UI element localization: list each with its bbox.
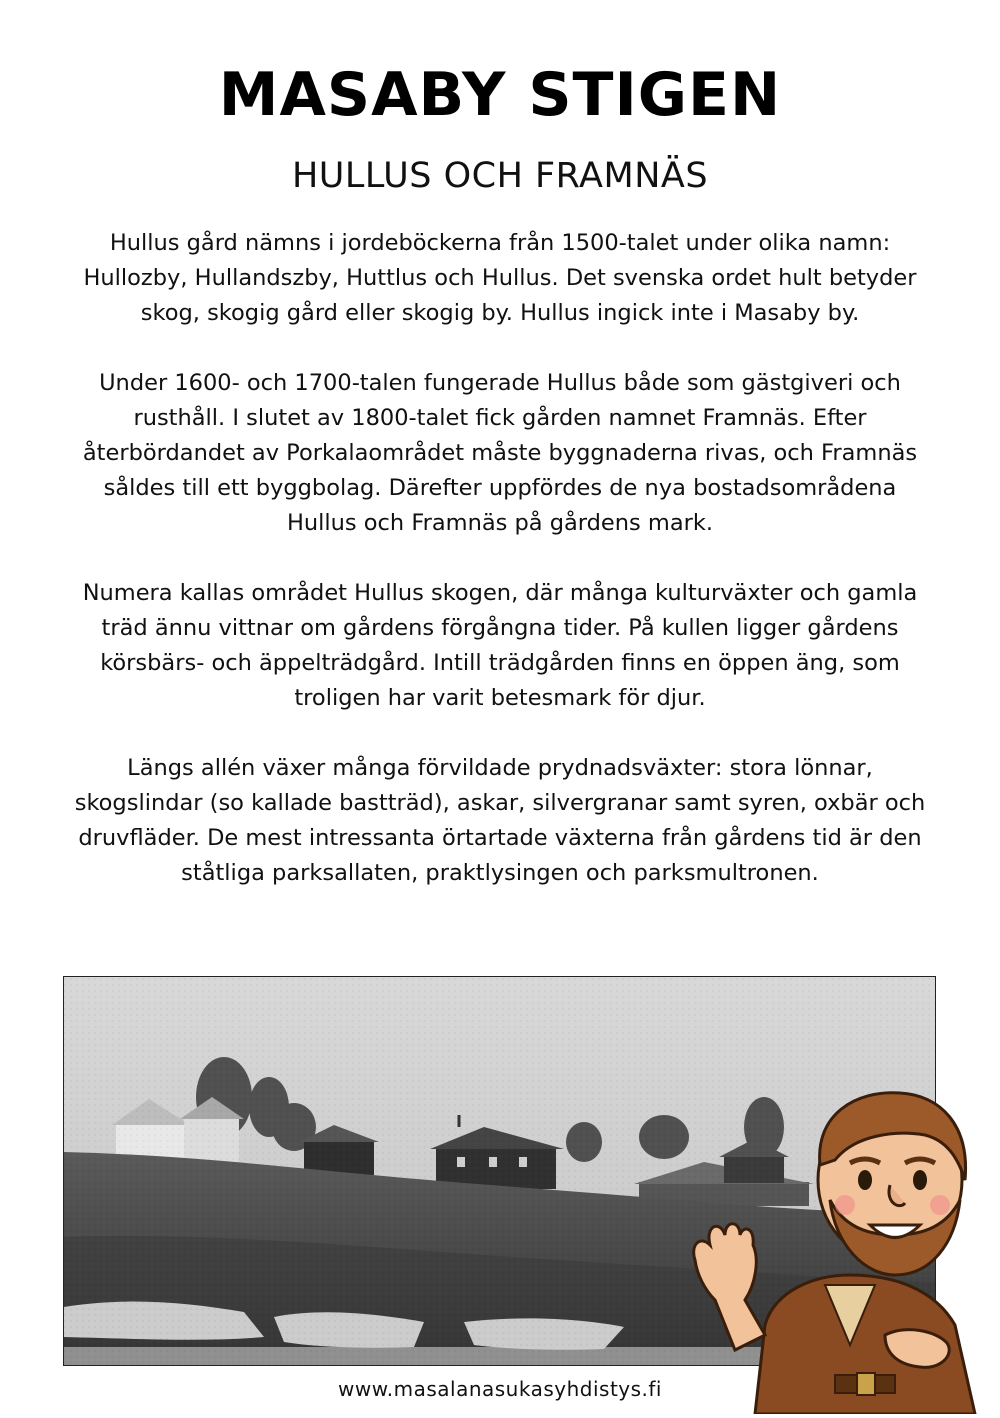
paragraph-framnas: Under 1600- och 1700-talen fungerade Hullus både som gästgiveri och rusthåll. I slutet av 1800-talet fick gården namnet Framnäs. Efter återbördandet av Porkalaområdet måste byggnaderna rivas, och Framnäs såldes till ett byggbolag. Därefter uppfördes de nya bostadsområdena Hullus och Framnäs på gårdens mark. [82, 370, 918, 536]
page-title: MASABY STIGEN [218, 60, 782, 130]
paragraph-history: Hullus gård nämns i jordeböckerna från 1500-talet under olika namn: Hullozby, Hullandszby, Huttlus och Hullus. Det svenska ordet hult betyder skog, skogig gård eller skogig by. Hullus ingick inte i Masaby by. [83, 230, 917, 326]
mascot-illustration [685, 1085, 1000, 1414]
paragraph-allen: Längs allén växer många förvildade prydnadsväxter: stora lönnar, skogslindar (so kallade bastträd), askar, silvergranar samt syren, oxbär och druvfläder. De mest intressanta örtartade växterna från gårdens tid är den ståtliga parksallaten, praktlysingen och parksmultronen. [74, 755, 926, 886]
body-text [70, 226, 930, 926]
page-subtitle: HULLUS OCH FRAMNÄS [291, 156, 709, 196]
paragraph-hullus-skogen: Numera kallas området Hullus skogen, där många kulturväxter och gamla träd ännu vittnar om gårdens förgångna tider. På kullen ligger gårdens körsbärs- och äppelträdgård. Intill trädgården finns en öppen äng, som troligen har varit betesmark för djur. [82, 580, 918, 711]
footer-url[interactable]: www.masalanasukasyhdistys.fi [338, 1377, 662, 1401]
